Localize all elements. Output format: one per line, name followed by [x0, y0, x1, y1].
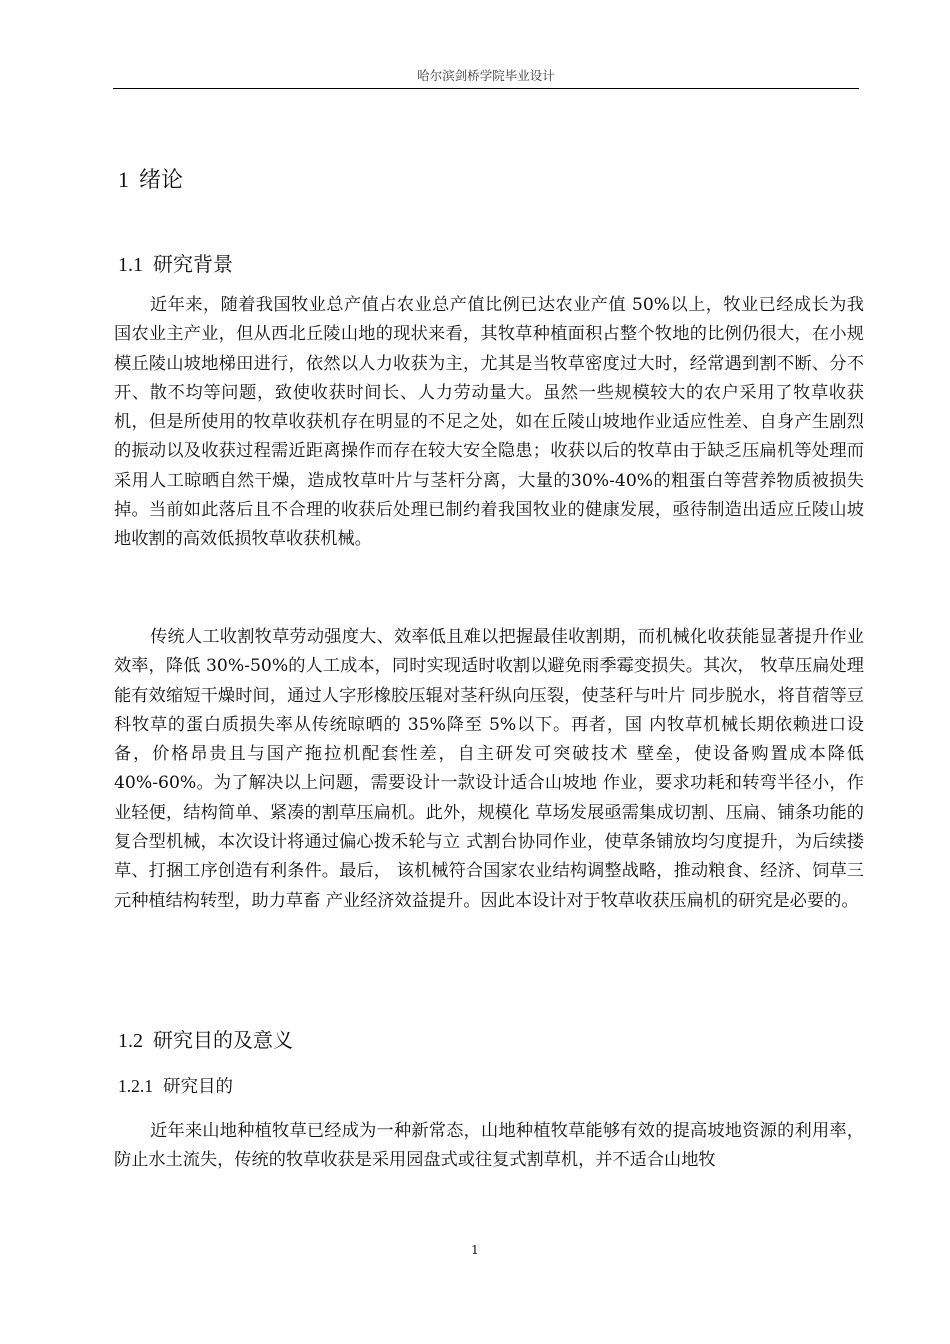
chapter-heading — [118, 163, 183, 194]
chapter-number: 1 — [118, 167, 129, 192]
page-header: 哈尔滨剑桥学院毕业设计 — [417, 68, 555, 83]
body-paragraph: 近年来，随着我国牧业总产值占农业总产值比例已达农业产值 50%以上，牧业已经成长为我国农业主产业，但从西北丘陵山地的现状来看，其牧草种植面积占整个牧地的比例仍很大，在小规模丘陵山坡地梯田进行，依然以人力收获为主，尤其是当牧草密度过大时，经常遇到割不断、分不开、散不均等问题，致使收获时间长、人力劳动量大。虽然一些规模较大的农户采用了牧草收获机，但是所使用的牧草收获机存在明显的不足之处，如在丘陵山坡地作业适应性差、自身产生剧烈的振动以及收获过程需近距离操作而存在较大安全隐患；收获以后的牧草由于缺乏压扁机等处理而采用人工晾晒自然干燥，造成牧草叶片与茎杆分离，大量的30%-40%的粗蛋白等营养物质被损失掉。当前如此落后且不合理的收获后处理已制约着我国牧业的健康发展，亟待制造出适应丘陵山坡地收割的高效低损牧草收获机械。 — [114, 295, 864, 550]
section-title: 研究背景 — [153, 252, 233, 276]
body-paragraph: 近年来山地种植牧草已经成为一种新常态，山地种植牧草能够有效的提高坡地资源的利用率，防止水土流失，传统的牧草收获是采用园盘式或往复式割草机，并不适合山地牧 — [114, 1121, 864, 1171]
body-paragraph: 传统人工收割牧草劳动强度大、效率低且难以把握最佳收割期，而机械化收获能显著提升作业效率，降低 30%-50%的人工成本，同时实现适时收割以避免雨季霉变损失。其次， 牧草压扁处理能有效缩短干燥时间，通过人字形橡胶压辊对茎秆纵向压裂，使茎秆与叶片 同步脱水，将苜蓿等豆科牧草的蛋白质损失率从传统晾晒的 35%降至 5%以下。再者，国 内牧草机械长期依赖进口设备，价格昂贵且与国产拖拉机配套性差，自主研发可突破技术 壁垒，使设备购置成本降低 40%-60%。为了解决以上问题，需要设计一款设计适合山坡地 作业，要求功耗和转弯半径小，作业轻便，结构简单、紧凑的割草压扁机。此外，规模化 草场发展亟需集成切割、压扁、铺条功能的复合型机械，本次设计将通过偏心拨禾轮与立 式割台协同作业，使草条铺放均匀度提升，为后续搂草、打捆工序创造有利条件。最后， 该机械符合国家农业结构调整战略，推动粮食、经济、饲草三元种植结构转型，助力草畜 产业经济效益提升。因此本设计对于牧草收获压扁机的研究是必要的。 — [114, 627, 864, 911]
page-number: 1 — [471, 1243, 479, 1257]
header-divider — [113, 88, 859, 89]
chapter-title: 绪论 — [139, 168, 184, 193]
section-number: 1.2 — [118, 1030, 143, 1052]
section-title: 研究目的及意义 — [153, 1028, 293, 1052]
subsection-heading-1-2-1 — [118, 1073, 233, 1098]
subsection-title: 研究目的 — [163, 1077, 233, 1097]
section-heading-1-1 — [118, 248, 233, 277]
section-number: 1.1 — [118, 254, 143, 276]
subsection-number: 1.2.1 — [118, 1076, 153, 1096]
section-heading-1-2 — [118, 1024, 293, 1053]
